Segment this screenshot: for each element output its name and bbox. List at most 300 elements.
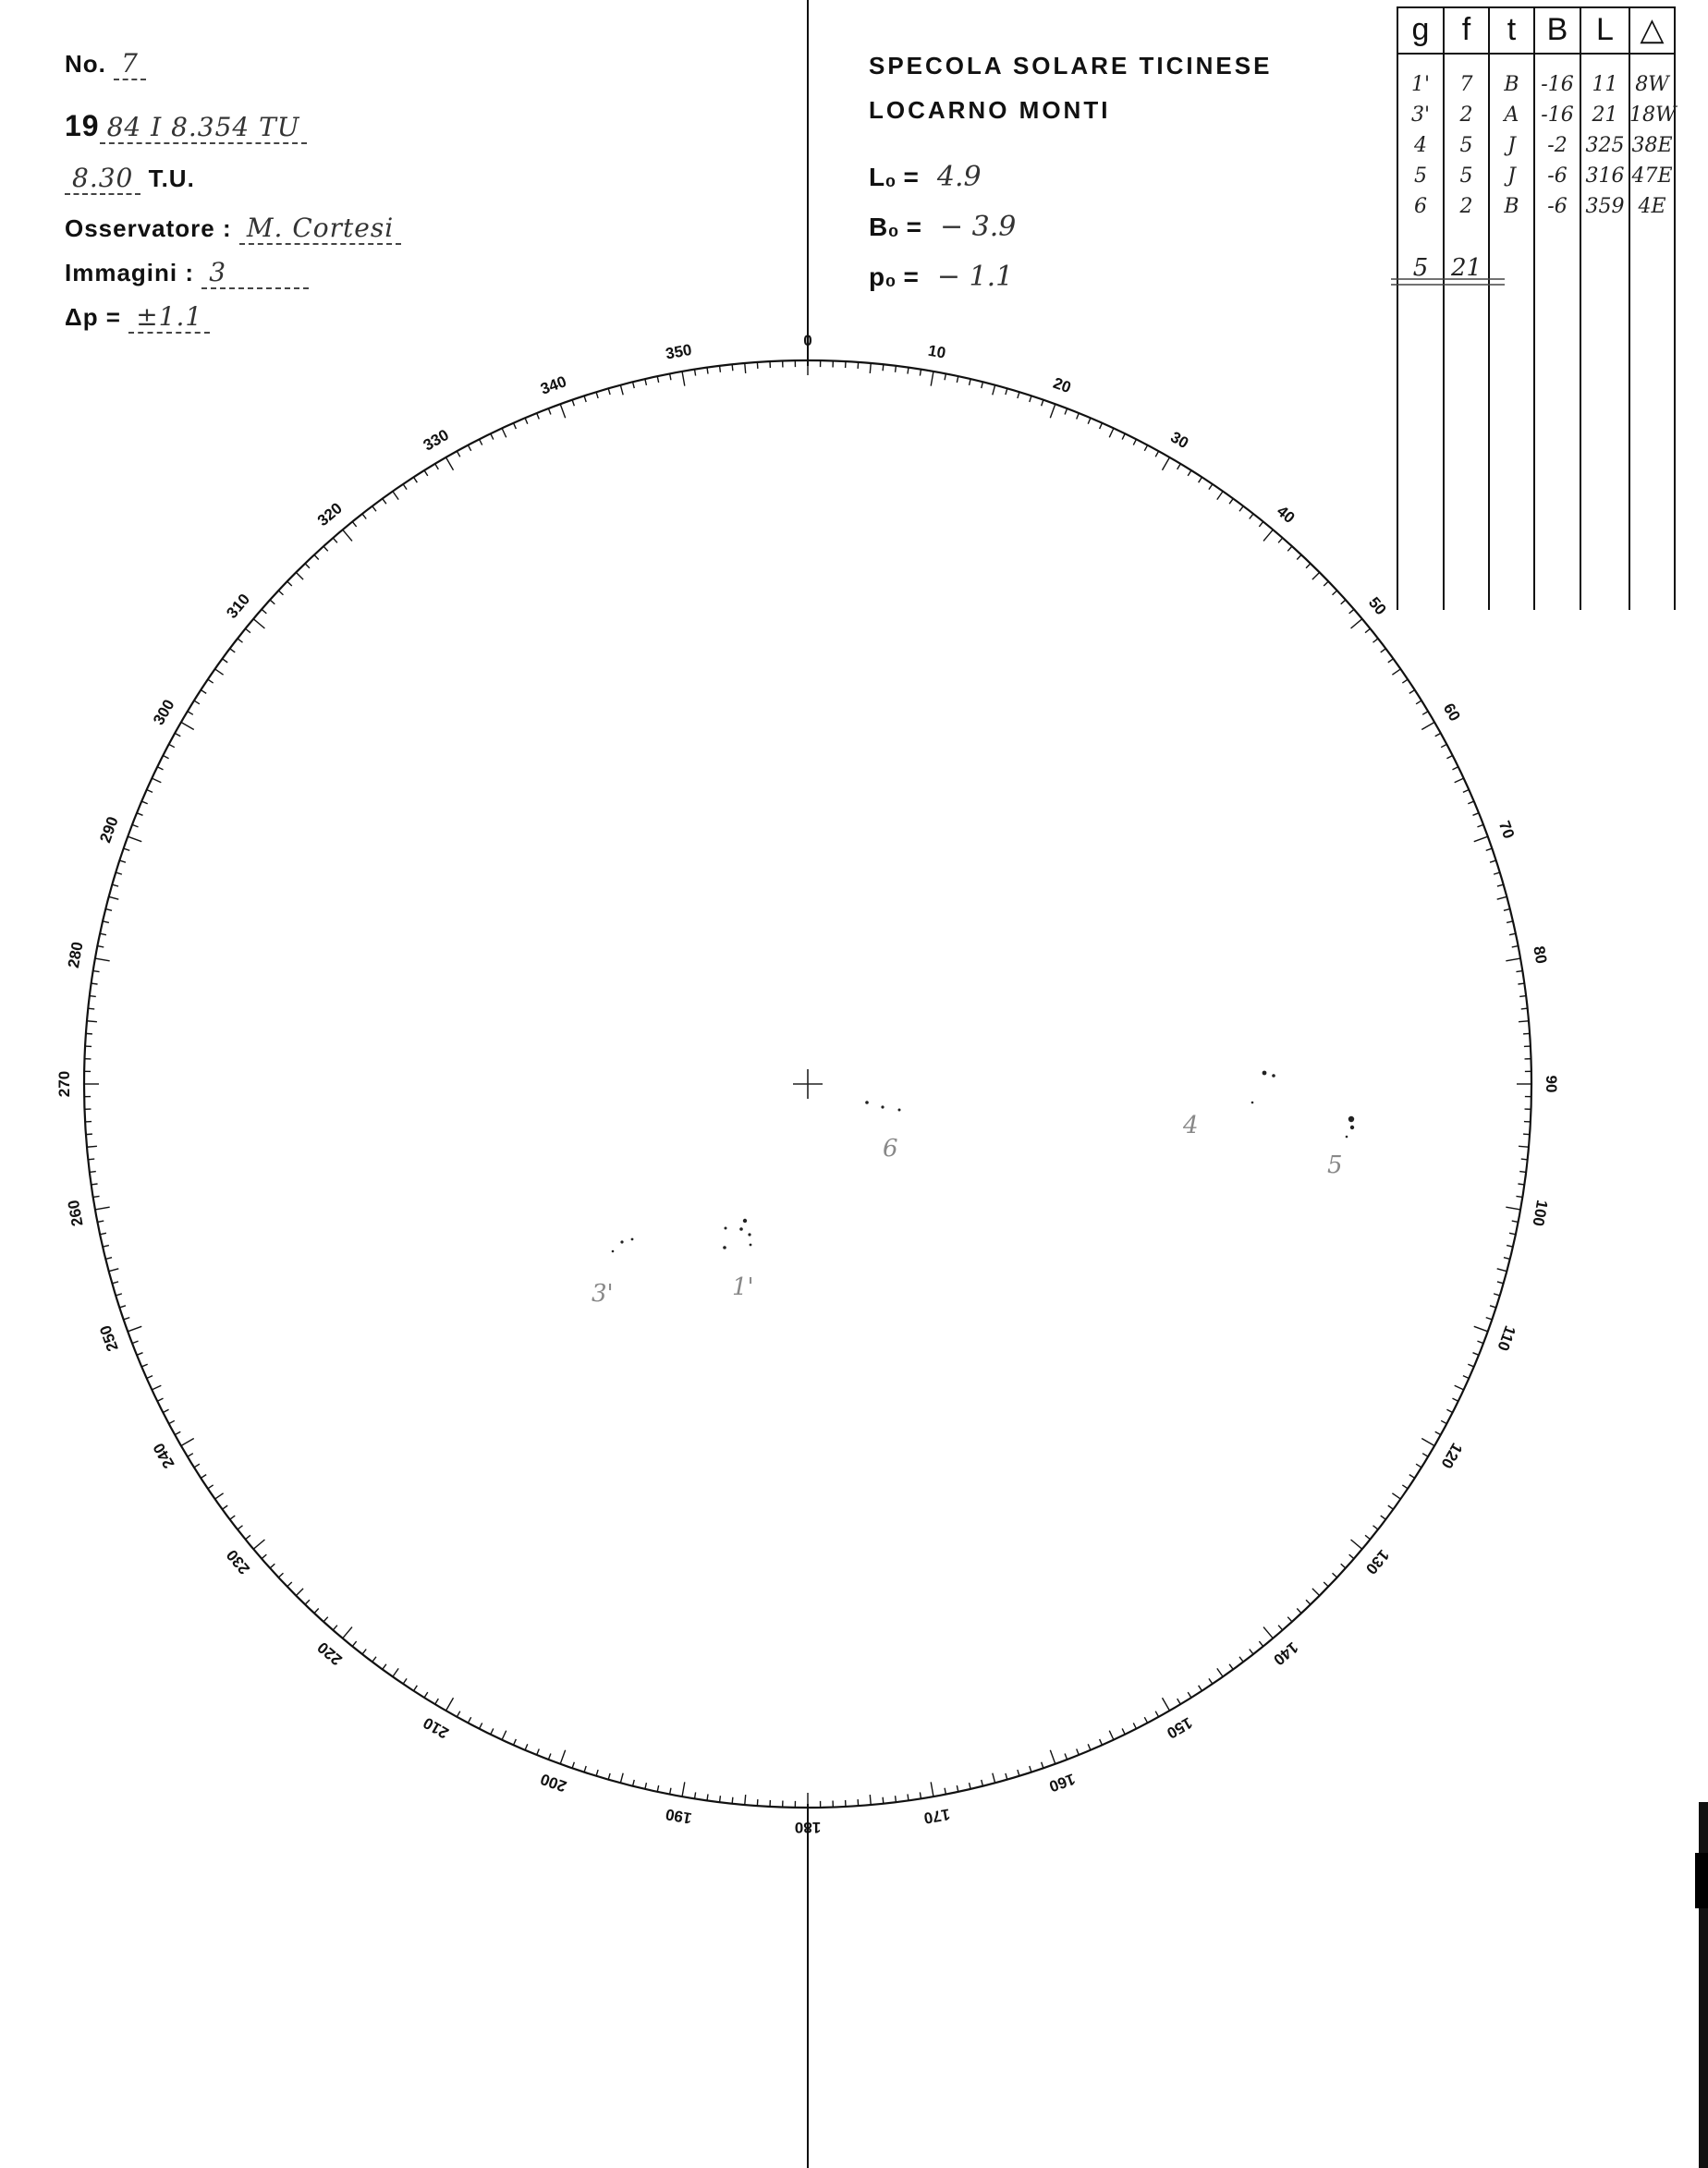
disk-tick-label: 280 [64, 940, 87, 969]
disk-tick-label: 70 [1494, 818, 1519, 841]
disk-tick [132, 1341, 139, 1344]
disk-tick [1507, 921, 1513, 923]
disk-tick [1472, 1353, 1478, 1356]
disk-tick [1349, 1554, 1354, 1559]
disk-tick [201, 1475, 206, 1479]
disk-tick [188, 712, 193, 715]
disk-tick [262, 609, 266, 614]
sunspot [631, 1238, 634, 1241]
table-header-2: t [1507, 12, 1517, 47]
disk-tick [137, 813, 142, 816]
disk-tick [1512, 946, 1519, 947]
disk-tick [1188, 1692, 1191, 1698]
disk-tick [1217, 1668, 1223, 1676]
disk-tick [245, 628, 250, 632]
disk-tick [278, 591, 283, 595]
table-cell: 5 [1414, 164, 1427, 188]
disk-tick [1509, 933, 1516, 934]
sunspot-group-label: 3' [592, 1280, 614, 1308]
disk-tick-label: 270 [55, 1070, 73, 1098]
sheet-number-label: No. [65, 50, 106, 78]
table-cell: 2 [1459, 195, 1473, 218]
table-cell: 18W [1629, 104, 1677, 127]
disk-tick [1018, 1770, 1019, 1776]
disk-tick [90, 996, 96, 997]
disk-tick [1409, 1475, 1415, 1479]
disk-tick [175, 1431, 180, 1434]
disk-tick-label: 310 [223, 590, 254, 622]
table-cell: J [1507, 164, 1516, 188]
sunspot [865, 1101, 869, 1104]
disk-tick [1463, 1376, 1469, 1379]
disk-tick-label: 350 [664, 340, 693, 363]
disk-tick [403, 1678, 407, 1684]
disk-tick [1416, 1464, 1421, 1468]
disk-tick [362, 514, 366, 519]
disk-tick [502, 428, 506, 437]
disk-tick [457, 1711, 459, 1717]
disk-tick [1516, 1196, 1522, 1197]
disk-tick [608, 388, 610, 395]
disk-tick [109, 1269, 119, 1272]
disk-tick-label: 110 [1494, 1323, 1519, 1354]
disk-tick [1006, 1773, 1007, 1780]
disk-tick [1494, 872, 1500, 874]
disk-tick [141, 801, 147, 804]
disk-tick [1452, 1398, 1458, 1401]
sunspot [723, 1246, 726, 1249]
param-B0-label: B₀ = [869, 213, 921, 241]
disk-tick [305, 564, 310, 568]
disk-tick [572, 1762, 574, 1769]
table-cell: -6 [1547, 164, 1568, 188]
disk-tick [147, 790, 152, 793]
table-cell: 4E [1638, 195, 1666, 218]
disk-tick-label: 230 [223, 1546, 254, 1578]
disk-tick [87, 1021, 97, 1022]
disk-tick [970, 379, 971, 385]
disk-tick [383, 1664, 386, 1670]
table-cell: -16 [1541, 104, 1574, 127]
disk-tick [645, 1783, 647, 1789]
disk-tick [1518, 983, 1524, 984]
disk-tick [1229, 499, 1233, 505]
table-header-1: f [1461, 12, 1471, 47]
disk-tick [1209, 484, 1213, 490]
disk-tick [1144, 1717, 1147, 1723]
disk-tick [1006, 388, 1007, 395]
disk-tick [414, 477, 418, 482]
disk-tick [502, 1731, 506, 1740]
disk-tick [223, 1505, 228, 1509]
disk-tick [480, 1723, 482, 1728]
table-cell: 3' [1410, 104, 1431, 127]
table-cell: 5 [1459, 164, 1473, 188]
disk-tick [514, 1739, 517, 1745]
disk-tick [88, 1008, 94, 1009]
disk-tick [1088, 418, 1091, 423]
disk-tick [1077, 413, 1080, 419]
disk-tick [1259, 1641, 1263, 1646]
disk-tick [97, 1221, 104, 1222]
disk-tick [105, 1258, 112, 1260]
disk-tick-label: 300 [149, 696, 178, 728]
disk-tick [1177, 1699, 1181, 1704]
disk-tick [970, 1783, 971, 1789]
table-cell: -6 [1547, 195, 1568, 218]
disk-tick [343, 1627, 352, 1638]
disk-tick [720, 366, 721, 372]
disk-tick [1133, 1723, 1136, 1728]
disk-tick-label: 260 [64, 1199, 87, 1228]
disk-tick [215, 1493, 224, 1499]
disk-tick-label: 50 [1364, 593, 1390, 619]
sunspot [620, 1240, 623, 1243]
disk-tick [343, 530, 352, 541]
disk-tick [608, 1773, 610, 1780]
disk-tick [993, 1773, 995, 1784]
table-cell: 7 [1459, 73, 1473, 96]
disk-tick [537, 1748, 540, 1754]
disk-tick [596, 1770, 598, 1776]
disk-tick [403, 484, 407, 490]
observatory-name: SPECOLA SOLARE TICINESE [869, 52, 1273, 79]
disk-tick [1512, 1221, 1519, 1222]
disk-tick [238, 1526, 243, 1529]
disk-tick [201, 690, 206, 694]
disk-tick [1388, 659, 1394, 663]
disk-tick [1504, 909, 1510, 911]
disk-tick [147, 1376, 152, 1379]
disk-tick [128, 836, 141, 841]
disk-tick [362, 1649, 366, 1654]
disk-tick-label: 340 [538, 372, 569, 398]
disk-tick [253, 1540, 264, 1549]
disk-tick [92, 1184, 98, 1185]
sunspot [748, 1233, 750, 1236]
disk-tick-label: 250 [96, 1322, 122, 1354]
disk-tick [1402, 679, 1408, 683]
disk-tick [1381, 649, 1386, 652]
table-header-5: △ [1640, 12, 1665, 47]
disk-tick [1388, 1505, 1394, 1509]
disk-tick [88, 1159, 94, 1160]
disk-tick [1122, 1728, 1125, 1734]
disk-tick [1519, 1146, 1529, 1147]
sunspot [743, 1219, 747, 1223]
disk-tick-label: 170 [922, 1805, 952, 1828]
disk-tick [548, 1753, 551, 1760]
disk-tick [620, 1773, 623, 1784]
disk-tick [175, 733, 180, 736]
disk-tick-label: 240 [149, 1440, 178, 1472]
disk-tick [1278, 538, 1283, 542]
disk-tick [100, 1233, 106, 1234]
sunspot-group-label: 5 [1327, 1151, 1343, 1179]
sunspot [739, 1227, 743, 1231]
disk-tick [188, 1454, 193, 1457]
disk-tick [1365, 1535, 1370, 1539]
disk-tick [112, 884, 118, 886]
disk-tick-label: 120 [1437, 1440, 1467, 1472]
disk-tick [287, 1582, 292, 1587]
disk-tick-label: 330 [420, 425, 452, 455]
images-label: Immagini : [65, 259, 195, 286]
table-cell: 21 [1592, 104, 1618, 127]
disk-tick [424, 1692, 428, 1698]
table-cell: -2 [1547, 134, 1568, 157]
disk-tick [745, 363, 746, 373]
sunspot [898, 1109, 901, 1112]
disk-tick [1372, 639, 1378, 642]
disk-tick [1435, 733, 1441, 736]
disk-tick [119, 1306, 126, 1308]
disk-tick [1392, 1493, 1400, 1499]
disk-tick [1312, 1589, 1320, 1596]
disk-tick [945, 373, 946, 380]
disk-tick [1065, 1753, 1068, 1760]
disk-tick [695, 1792, 696, 1798]
disk-tick [1486, 848, 1493, 850]
disk-tick [1100, 423, 1103, 429]
disk-tick [883, 364, 884, 371]
disk-tick [1263, 530, 1273, 541]
disk-tick [670, 1788, 671, 1795]
disk-tick [1416, 700, 1421, 704]
sunspot-group-label: 1' [732, 1273, 754, 1301]
disk-tick [352, 1641, 356, 1646]
disk-tick [238, 639, 243, 642]
param-B0-value: − 3.9 [939, 211, 1017, 243]
disk-tick [1519, 1172, 1526, 1173]
disk-tick [707, 1794, 708, 1800]
disk-tick-label: 220 [313, 1638, 346, 1669]
disk-tick [1509, 1233, 1516, 1234]
disk-tick [446, 1698, 454, 1711]
disk-tick [480, 439, 482, 445]
disk-tick [1421, 723, 1434, 730]
disk-tick [957, 1785, 958, 1792]
disk-tick [982, 1780, 983, 1786]
disk-tick [1474, 836, 1488, 841]
disk-tick [1402, 1485, 1408, 1489]
param-p0-value: − 1.1 [936, 261, 1014, 293]
disk-tick [278, 1573, 283, 1577]
disk-tick [468, 445, 470, 451]
sunspot [1350, 1126, 1354, 1129]
table-cell: 359 [1585, 195, 1625, 218]
observer-label: Osservatore : [65, 214, 232, 242]
disk-tick [296, 572, 303, 579]
table-cell: 1' [1410, 73, 1431, 96]
disk-tick [92, 983, 98, 984]
disk-tick [1474, 1326, 1488, 1331]
disk-tick-label: 210 [420, 1713, 452, 1743]
disk-tick [1518, 1184, 1524, 1185]
sheet-number-value: 7 [114, 48, 146, 80]
date-value: 84 I 8.354 TU [100, 112, 308, 144]
table-total: 5 [1412, 254, 1429, 282]
disk-tick [1446, 1409, 1452, 1412]
disk-tick [1455, 1385, 1464, 1390]
table-cell: -16 [1541, 73, 1574, 96]
disk-tick-label: 320 [313, 499, 346, 530]
sunspot [1263, 1071, 1267, 1076]
disk-tick [116, 872, 122, 874]
table-cell: 47E [1631, 164, 1673, 188]
disk-tick [548, 408, 551, 415]
disk-tick [645, 379, 647, 385]
disk-tick [208, 679, 214, 683]
disk-tick [1497, 1282, 1504, 1284]
disk-tick [1042, 1762, 1043, 1769]
disk-tick [169, 744, 175, 747]
disk-tick [103, 921, 109, 923]
disk-tick [1521, 1159, 1528, 1160]
disk-tick [270, 1564, 274, 1568]
disk-tick [132, 824, 139, 827]
disk-tick [682, 1782, 685, 1797]
disk-tick [1490, 1306, 1496, 1308]
param-L0-label: L₀ = [869, 163, 919, 191]
disk-tick [393, 1668, 398, 1676]
disk-tick [333, 1626, 337, 1630]
disk-tick [1155, 1711, 1158, 1717]
disk-tick [1109, 1731, 1114, 1740]
disk-tick [1441, 1420, 1446, 1423]
disk-tick [393, 492, 398, 500]
disk-tick [896, 366, 897, 372]
disk-tick [1209, 1678, 1213, 1684]
table-total: 21 [1450, 254, 1482, 282]
disk-tick [1455, 778, 1464, 783]
disk-tick [1422, 1454, 1428, 1457]
disk-tick-label: 90 [1543, 1075, 1560, 1093]
disk-tick [1077, 1748, 1080, 1754]
disk-tick [931, 1782, 933, 1797]
disk-tick [1155, 451, 1158, 457]
time-value: 8.30 [65, 163, 140, 195]
disk-tick [383, 499, 386, 505]
disk-tick [457, 451, 459, 457]
disk-tick [1144, 445, 1147, 451]
disk-tick [323, 1617, 328, 1622]
disk-tick [1297, 1609, 1301, 1614]
disk-tick [181, 723, 194, 730]
disk-tick [314, 554, 319, 559]
disk-tick [670, 373, 671, 380]
disk-tick [1324, 581, 1328, 586]
disk-tick [993, 385, 995, 396]
disk-tick [1333, 1573, 1337, 1577]
disk-tick [537, 413, 540, 419]
disk-tick [95, 1207, 110, 1210]
disk-tick [230, 649, 236, 652]
disk-tick [1497, 896, 1507, 899]
disk-tick [446, 457, 454, 470]
disk-tick [1351, 619, 1362, 628]
disk-tick [296, 1589, 303, 1596]
disk-tick [1472, 813, 1478, 816]
disk-tick [525, 1744, 528, 1749]
disk-tick [1497, 1269, 1507, 1272]
disk-tick-label: 290 [96, 814, 122, 846]
disk-tick [1486, 1318, 1493, 1320]
disk-tick [525, 418, 528, 423]
disk-tick [633, 382, 635, 388]
disk-tick [112, 1282, 118, 1284]
disk-tick [163, 1409, 168, 1412]
table-cell: J [1507, 134, 1516, 157]
disk-tick [372, 506, 376, 512]
disk-tick [1050, 404, 1055, 418]
disk-tick [87, 1146, 97, 1147]
disk-tick [1278, 1626, 1283, 1630]
disk-tick [732, 1797, 733, 1804]
disk-tick [128, 1326, 141, 1331]
disk-tick [1468, 1364, 1473, 1367]
disk-tick [620, 385, 623, 396]
disk-tick [1030, 1766, 1031, 1772]
disk-tick-label: 190 [664, 1805, 693, 1828]
disk-tick [1468, 801, 1473, 804]
disk-tick [1287, 546, 1292, 551]
disk-tick [314, 1609, 319, 1614]
disk-tick [333, 538, 337, 542]
disk-tick [1042, 400, 1043, 407]
disk-tick [1188, 470, 1191, 476]
sunspot [725, 1227, 727, 1230]
disk-tick [745, 1795, 746, 1805]
disk-tick [1421, 1439, 1434, 1446]
disk-tick [435, 1699, 439, 1704]
disk-tick [116, 1294, 122, 1296]
disk-tick [908, 1794, 909, 1800]
disk-tick [584, 1766, 586, 1772]
disk-tick [1297, 554, 1301, 559]
disk-tick [90, 1172, 96, 1173]
disk-tick [245, 1535, 250, 1539]
disk-tick [682, 371, 685, 386]
disk-tick [157, 767, 163, 770]
disk-tick [1452, 767, 1458, 770]
table-cell: 5 [1459, 134, 1473, 157]
delta-p-value: ±1.1 [128, 301, 210, 334]
disk-tick [1306, 564, 1311, 568]
disk-tick [1519, 996, 1526, 997]
disk-tick [982, 382, 983, 388]
disk-tick [372, 1657, 376, 1663]
disk-tick [1217, 492, 1223, 500]
disk-tick [1506, 958, 1520, 961]
disk-tick [1409, 690, 1415, 694]
disk-tick-label: 180 [794, 1819, 822, 1836]
observer-value: M. Cortesi [239, 213, 401, 245]
disk-tick [491, 1728, 494, 1734]
disk-tick [100, 933, 106, 934]
disk-tick [1497, 884, 1504, 886]
disk-tick [1341, 600, 1346, 604]
disk-tick [1349, 609, 1354, 614]
table-cell: 11 [1592, 73, 1618, 96]
disk-tick [707, 368, 708, 374]
disk-tick-label: 30 [1167, 428, 1192, 453]
sunspot [1346, 1136, 1348, 1139]
disk-tick [230, 1516, 236, 1519]
disk-tick [95, 958, 110, 961]
disk-tick [931, 371, 933, 386]
images-value: 3 [201, 257, 309, 289]
